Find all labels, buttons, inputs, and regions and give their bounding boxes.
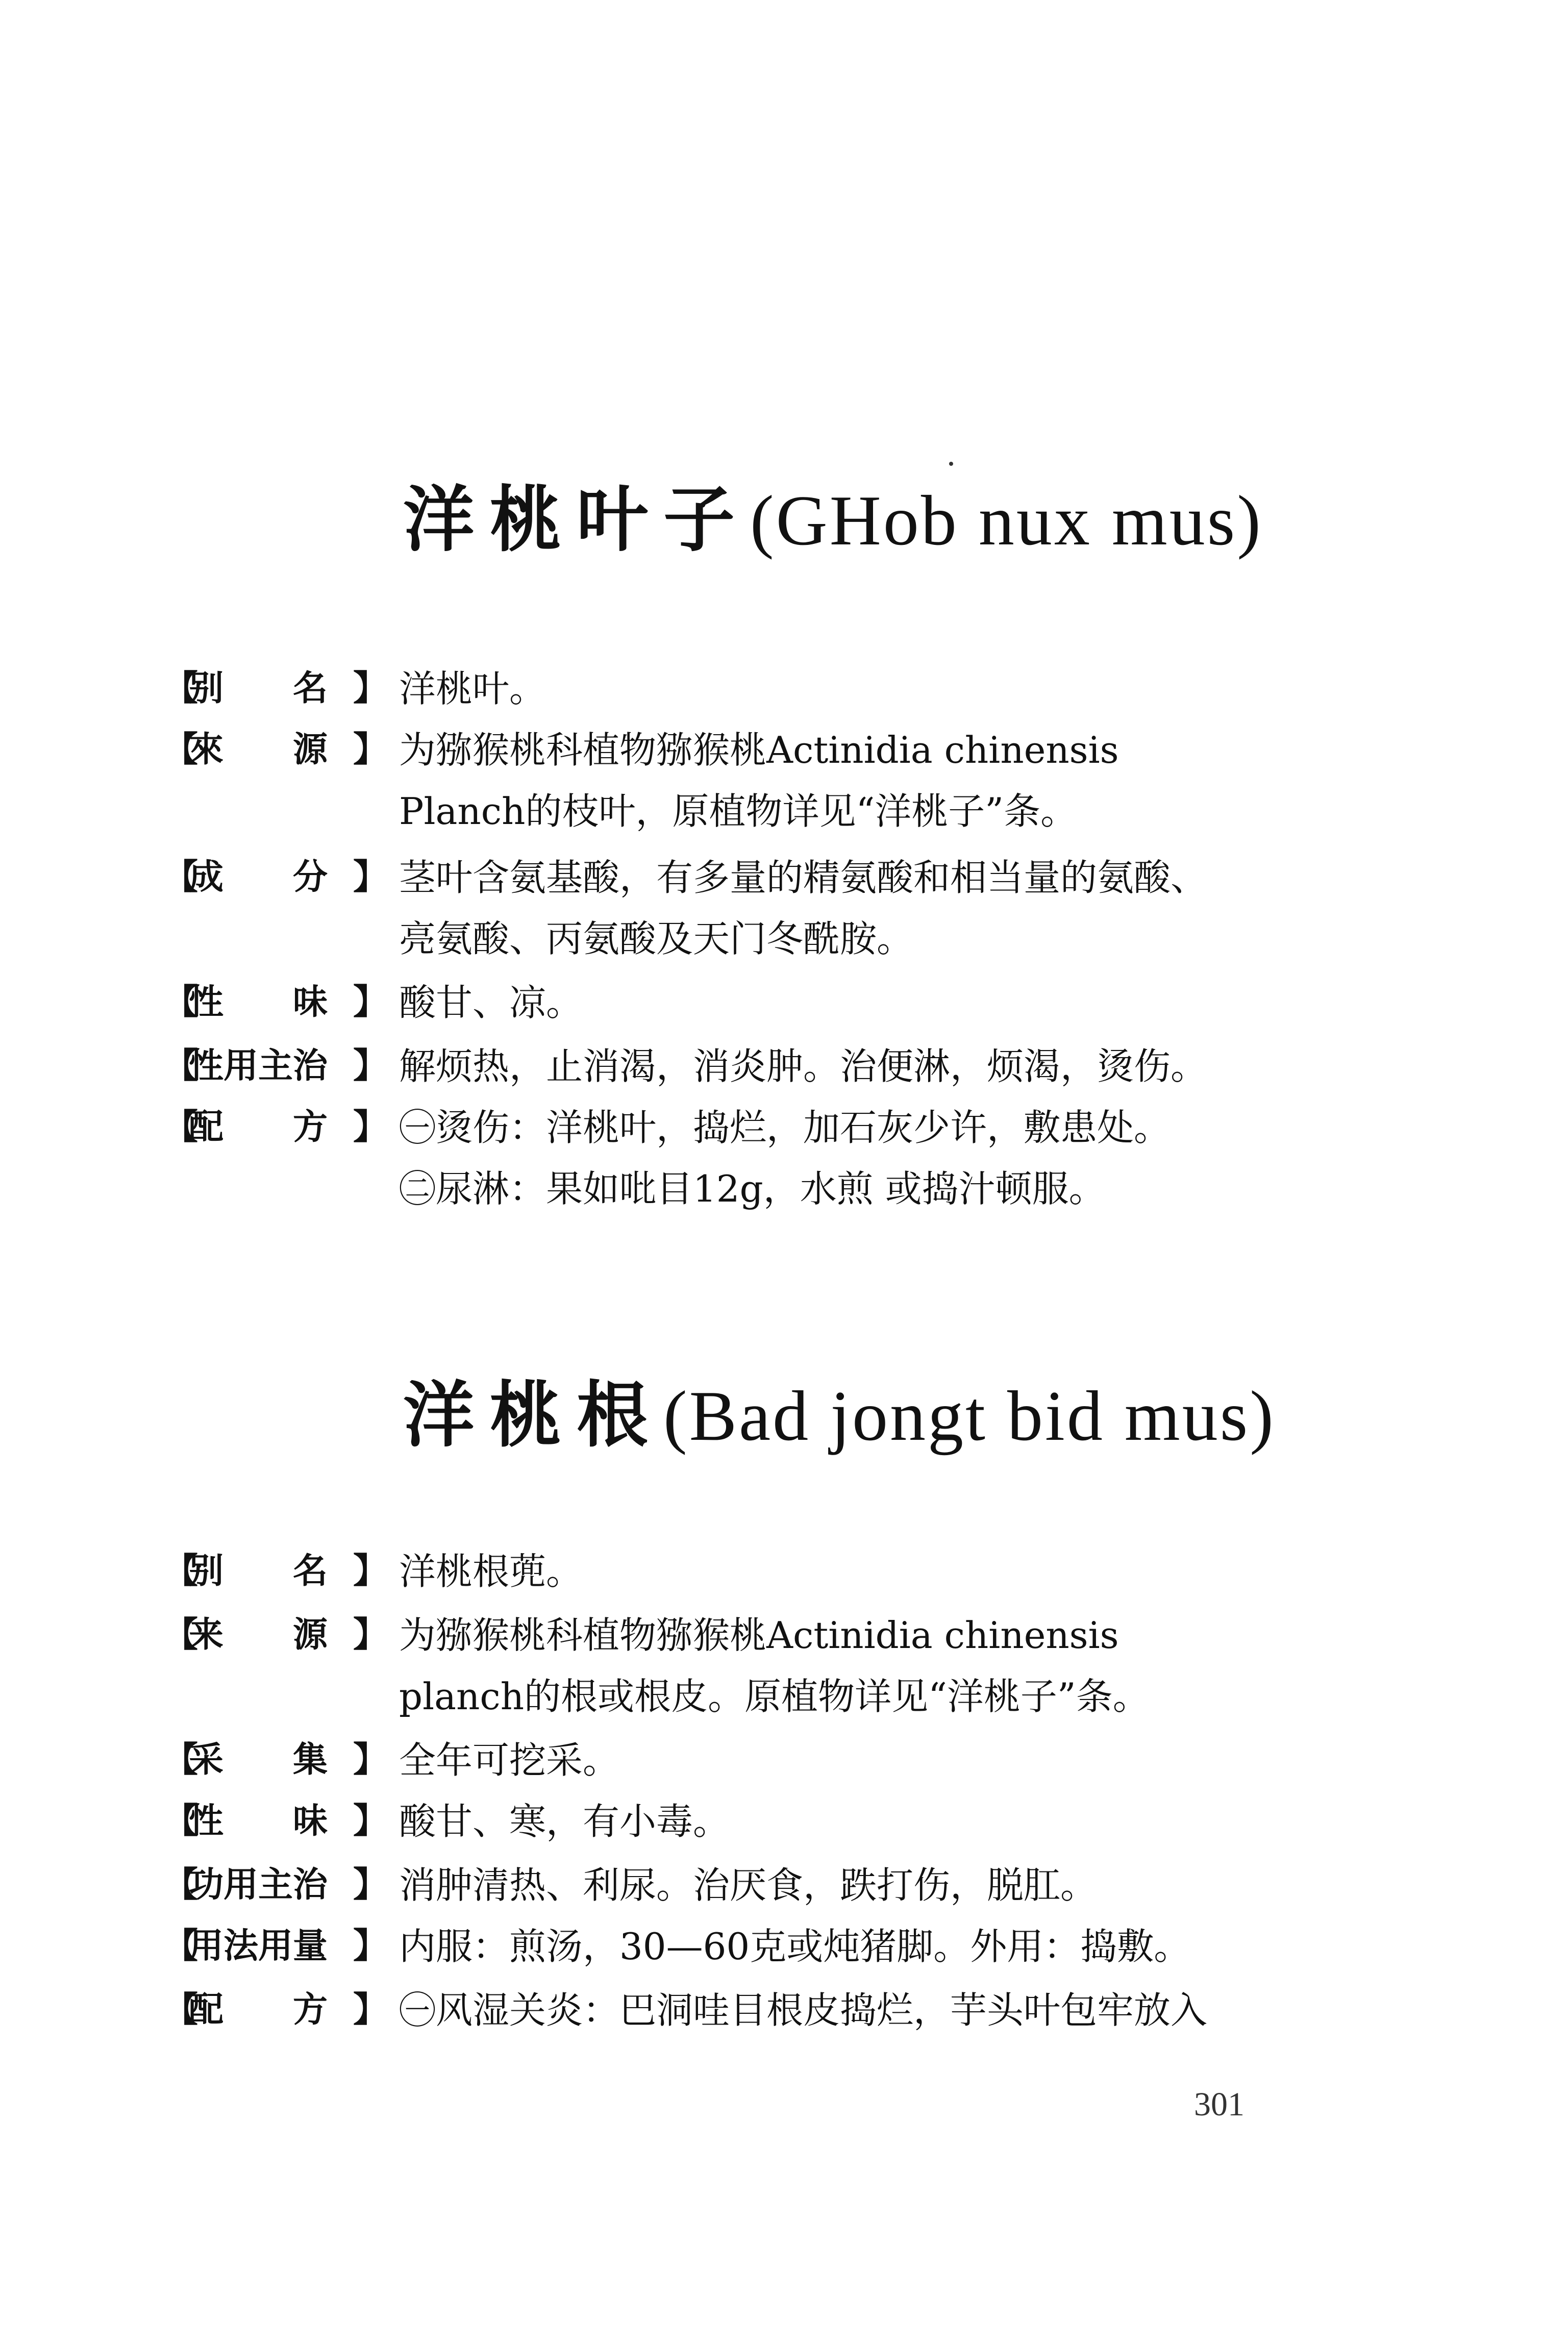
field-label: 性 味 xyxy=(189,1801,328,1841)
entry-title-latin: (GHob nux mus) xyxy=(750,481,1263,560)
field-text: 茎叶含氨基酸，有多量的精氨酸和相当量的氨酸、 xyxy=(399,856,1208,899)
entry-title-2 xyxy=(403,1372,1276,1460)
scan-speck xyxy=(949,462,953,466)
field-source-continuation: Planch的枝叶，原植物详见“洋桃子”条。 xyxy=(399,790,1078,833)
field-label: 配 方 xyxy=(189,1990,328,2030)
field-label: 采 集 xyxy=(189,1740,328,1780)
field-text: 消肿清热、利尿。治厌食，跌打伤，脱肛。 xyxy=(399,1864,1098,1907)
field-label: 性用主治 xyxy=(189,1046,328,1086)
entry-title-cn: 洋桃根 xyxy=(403,1374,664,1457)
field-text: 酸甘、凉。 xyxy=(399,981,583,1024)
field-text: 酸甘、寒，有小毒。 xyxy=(399,1800,730,1843)
field-label: 性 味 xyxy=(189,982,328,1022)
field-text: 为猕猴桃科植物猕猴桃Actinidia chinensis xyxy=(399,729,1119,771)
field-label: 來 源 xyxy=(189,730,328,770)
field-label: 配 方 xyxy=(189,1107,328,1147)
field-label: 成 分 xyxy=(189,857,328,897)
field-text: 全年可挖采。 xyxy=(399,1739,620,1782)
field-text: 内服：煎汤，30—60克或炖猪脚。外用：捣敷。 xyxy=(399,1925,1191,1968)
page-number: 301 xyxy=(1194,2086,1245,2123)
entry-title-1 xyxy=(403,477,1263,564)
field-text: ㊀风湿关炎：巴洞哇目根皮捣烂，芋头叶包牢放入 xyxy=(399,1989,1208,2032)
field-label: 用法用量 xyxy=(189,1926,328,1966)
field-label: 别 名 xyxy=(189,668,328,709)
field-source-continuation: planch的根或根皮。原植物详见“洋桃子”条。 xyxy=(399,1675,1150,1718)
field-text: 解烦热，止消渴，消炎肿。治便淋，烦渴，烫伤。 xyxy=(399,1045,1208,1088)
entry-title-latin: (Bad jongt bid mus) xyxy=(663,1377,1276,1456)
field-composition-continuation: 亮氨酸、丙氨酸及天门冬酰胺。 xyxy=(399,917,914,960)
field-text: ㊀烫伤：洋桃叶，捣烂，加石灰少许，敷患处。 xyxy=(399,1106,1171,1149)
field-label: 别 名 xyxy=(189,1551,328,1591)
field-text: 洋桃叶。 xyxy=(399,667,546,710)
field-text: 洋桃根蔸。 xyxy=(399,1550,583,1593)
field-prescription-continuation: ㊁尿淋：果如吡目12g，水煎 或捣汁顿服。 xyxy=(399,1167,1106,1210)
field-text: 为猕猴桃科植物猕猴桃Actinidia chinensis xyxy=(399,1614,1119,1657)
field-label: 功用主治 xyxy=(189,1865,328,1905)
entry-title-cn: 洋桃叶子 xyxy=(403,479,751,562)
field-label: 来 源 xyxy=(189,1615,328,1655)
